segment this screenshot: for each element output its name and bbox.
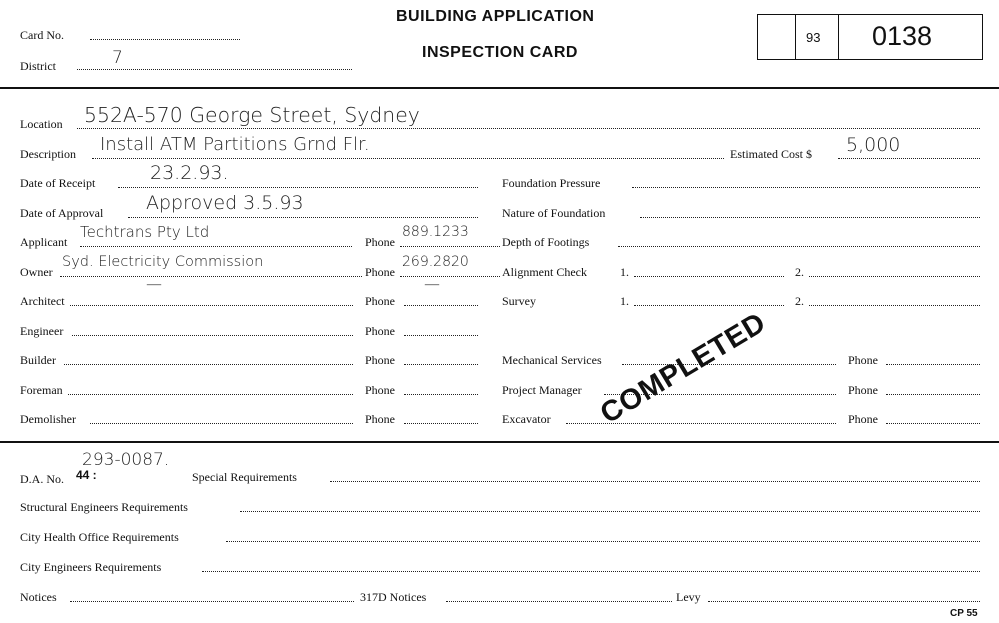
owner-line	[60, 276, 362, 277]
notices-317-label: 317D Notices	[360, 590, 427, 604]
alignment-2-label: 2.	[795, 265, 804, 279]
card-year: 93	[806, 30, 821, 45]
owner-phone-value: 269.2820	[402, 254, 469, 270]
city-eng-req-line	[202, 571, 980, 572]
builder-phone-label: Phone	[365, 353, 395, 367]
survey-1-label: 1.	[620, 294, 629, 308]
demolisher-phone-label: Phone	[365, 412, 395, 426]
notices-317-line	[446, 601, 672, 602]
estimated-cost-value: 5,000	[846, 134, 901, 156]
builder-phone-line	[404, 364, 478, 365]
district-line	[77, 69, 352, 70]
notices-label: Notices	[20, 590, 57, 604]
divider-bottom	[0, 441, 999, 443]
survey-label: Survey	[502, 294, 536, 308]
survey-2-line	[809, 305, 980, 306]
notices-line	[70, 601, 354, 602]
da-label: D.A. No.	[20, 472, 64, 486]
mechanical-phone-label: Phone	[848, 353, 878, 367]
architect-line	[70, 305, 353, 306]
depth-footings-line	[618, 246, 980, 247]
box-divider-2	[838, 14, 839, 60]
nature-foundation-label: Nature of Foundation	[502, 206, 606, 220]
city-eng-req-label: City Engineers Requirements	[20, 560, 162, 574]
card-no-label: Card No.	[20, 28, 64, 42]
applicant-phone-line	[400, 246, 500, 247]
mechanical-line	[622, 364, 836, 365]
architect-label: Architect	[20, 294, 65, 308]
mechanical-label: Mechanical Services	[502, 353, 602, 367]
district-label: District	[20, 59, 56, 73]
owner-phone-label: Phone	[365, 265, 395, 279]
form-code: CP 55	[950, 608, 978, 619]
depth-footings-label: Depth of Footings	[502, 235, 590, 249]
special-req-label: Special Requirements	[192, 470, 297, 484]
district-value: 7	[112, 48, 123, 68]
project-manager-label: Project Manager	[502, 383, 582, 397]
structural-req-line	[240, 511, 980, 512]
divider-top	[0, 87, 999, 89]
demolisher-line	[90, 423, 353, 424]
architect-phone-value: —	[424, 274, 440, 293]
applicant-value: Techtrans Pty Ltd	[80, 223, 210, 241]
architect-phone-label: Phone	[365, 294, 395, 308]
foundation-pressure-label: Foundation Pressure	[502, 176, 601, 190]
applicant-phone-value: 889.1233	[402, 224, 469, 240]
description-value: Install ATM Partitions Grnd Flr.	[100, 134, 370, 155]
estimated-cost-label: Estimated Cost $	[730, 147, 812, 161]
card-number: 0138	[872, 21, 933, 51]
levy-line	[708, 601, 980, 602]
card-number-box	[757, 14, 983, 60]
foreman-label: Foreman	[20, 383, 63, 397]
excavator-phone-label: Phone	[848, 412, 878, 426]
da-prefix: 44 :	[76, 468, 97, 482]
nature-foundation-line	[640, 217, 980, 218]
applicant-line	[80, 246, 352, 247]
alignment-1-line	[634, 276, 784, 277]
date-receipt-value: 23.2.93.	[150, 162, 229, 184]
description-label: Description	[20, 147, 76, 161]
applicant-label: Applicant	[20, 235, 68, 249]
date-receipt-label: Date of Receipt	[20, 176, 96, 190]
architect-value: —	[146, 274, 162, 293]
project-manager-phone-label: Phone	[848, 383, 878, 397]
health-req-label: City Health Office Requirements	[20, 530, 179, 544]
owner-phone-line	[400, 276, 500, 277]
levy-label: Levy	[676, 590, 701, 604]
alignment-check-label: Alignment Check	[502, 265, 587, 279]
engineer-phone-line	[404, 335, 478, 336]
project-manager-phone-line	[886, 394, 980, 395]
location-value: 552A-570 George Street, Sydney	[84, 103, 420, 127]
description-line	[92, 158, 724, 159]
alignment-2-line	[809, 276, 980, 277]
builder-label: Builder	[20, 353, 56, 367]
foreman-phone-label: Phone	[365, 383, 395, 397]
survey-1-line	[634, 305, 784, 306]
da-value: 293-0087.	[82, 450, 170, 470]
engineer-label: Engineer	[20, 324, 64, 338]
demolisher-label: Demolisher	[20, 412, 76, 426]
title-line-1: BUILDING APPLICATION	[396, 8, 595, 25]
engineer-line	[72, 335, 353, 336]
date-receipt-line	[118, 187, 478, 188]
applicant-phone-label: Phone	[365, 235, 395, 249]
foreman-line	[68, 394, 353, 395]
estimated-cost-line	[838, 158, 980, 159]
health-req-line	[226, 541, 980, 542]
card-no-line	[90, 39, 240, 40]
engineer-phone-label: Phone	[365, 324, 395, 338]
foundation-pressure-line	[632, 187, 980, 188]
survey-2-label: 2.	[795, 294, 804, 308]
owner-label: Owner	[20, 265, 53, 279]
demolisher-phone-line	[404, 423, 478, 424]
mechanical-phone-line	[886, 364, 980, 365]
owner-value: Syd. Electricity Commission	[62, 254, 264, 270]
builder-line	[64, 364, 353, 365]
architect-phone-line	[404, 305, 478, 306]
excavator-phone-line	[886, 423, 980, 424]
foreman-phone-line	[404, 394, 478, 395]
location-line	[77, 128, 980, 129]
completed-stamp: COMPLETED	[595, 306, 772, 431]
box-divider-1	[795, 14, 796, 60]
structural-req-label: Structural Engineers Requirements	[20, 500, 188, 514]
date-approval-label: Date of Approval	[20, 206, 104, 220]
alignment-1-label: 1.	[620, 265, 629, 279]
special-req-line	[330, 481, 980, 482]
excavator-label: Excavator	[502, 412, 551, 426]
title-line-2: INSPECTION CARD	[422, 44, 578, 61]
date-approval-line	[128, 217, 478, 218]
location-label: Location	[20, 117, 63, 131]
date-approval-value: Approved 3.5.93	[146, 192, 304, 214]
